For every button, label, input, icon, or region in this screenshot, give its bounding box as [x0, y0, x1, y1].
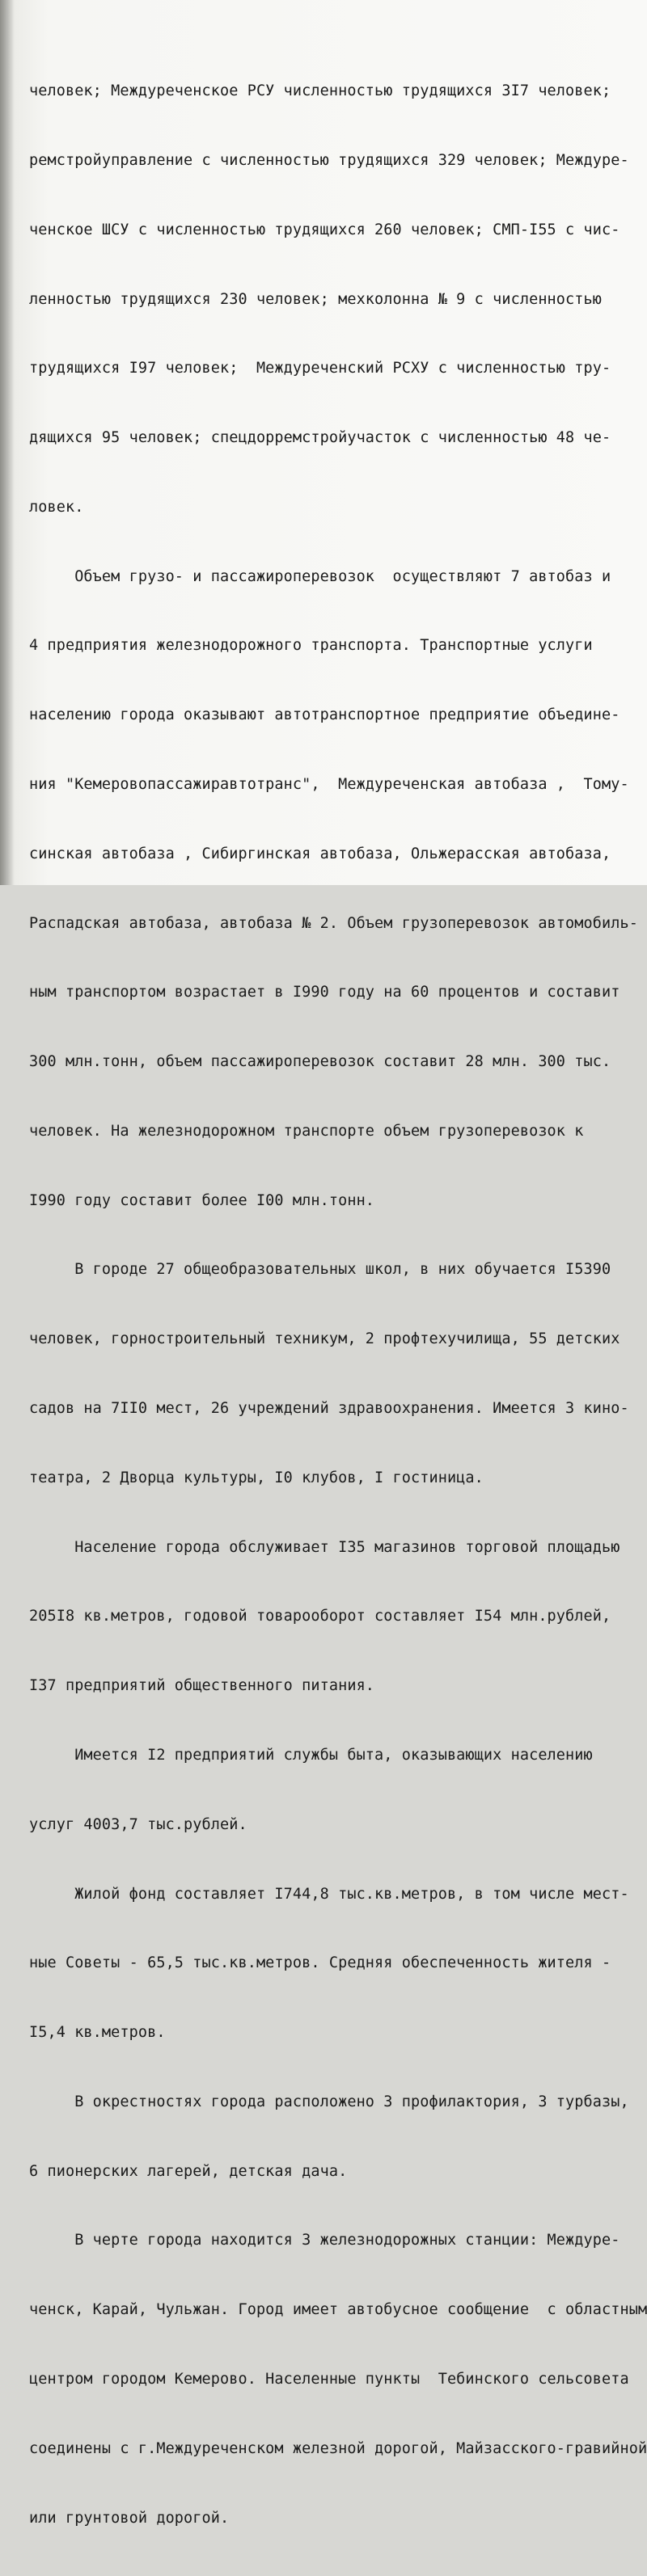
text-line-23: 205I8 кв.метров, годовой товарооборот составляет I54 млн.рублей,: [29, 1608, 611, 1625]
text-line-20: садов на 7II0 мест, 26 учреждений здравоохранения. Имеется 3 кино-: [29, 1400, 629, 1418]
text-line-5: трудящихся I97 человек; Междуреченский РСХУ с численностью тру-: [29, 360, 611, 377]
text-line-18: В городе 27 общеобразовательных школ, в них обучается I5390: [29, 1261, 611, 1279]
text-line-22: Население города обслуживает I35 магазинов торговой площадью: [29, 1538, 620, 1556]
text-line-14: ным транспортом возрастает в I990 году на 60 процентов и составит: [29, 984, 620, 1001]
text-line-11: ния "Кемеровопассажиравтотранс", Междуреченская автобаза , Тому-: [29, 776, 629, 793]
text-line-16: человек. На железнодорожном транспорте объем грузоперевозок к: [29, 1122, 584, 1140]
text-line-6: дящихся 95 человек; спецдорремстройучасток с численностью 48 че-: [29, 429, 611, 447]
text-line-32: В черте города находится 3 железнодорожных станции: Междуре-: [29, 2232, 620, 2249]
text-line-3: ченское ШСУ с численностью трудящихся 260 человек; СМП-I55 с чис-: [29, 221, 620, 238]
text-line-2: ремстройуправление с численностью трудящихся 329 человек; Междуре-: [29, 151, 629, 169]
text-line-9: 4 предприятия железнодорожного транспорта. Транспортные услуги: [29, 637, 593, 655]
text-line-31: 6 пионерских лагерей, детская дача.: [29, 2162, 348, 2180]
text-line-34: центром городом Кемерово. Населенные пункты Тебинского сельсовета: [29, 2370, 629, 2388]
text-line-19: человек, горностроительный техникум, 2 профтехучилища, 55 детских: [29, 1330, 620, 1348]
text-line-30: В окрестностях города расположено 3 профилактория, 3 турбазы,: [29, 2093, 629, 2110]
text-line-1: человек; Междуреченское РСУ численностью трудящихся 3I7 человек;: [29, 82, 611, 100]
text-line-7: ловек.: [29, 498, 84, 516]
text-line-10: населению города оказывают автотранспортное предприятие объедине-: [29, 706, 620, 724]
text-line-26: услуг 4003,7 тыс.рублей.: [29, 1815, 247, 1833]
document-body: [29, 34, 647, 2576]
text-line-25: Имеется I2 предприятий службы быта, оказывающих населению: [29, 1746, 593, 1764]
text-line-13: Распадская автобаза, автобаза № 2. Объем грузоперевозок автомобиль-: [29, 914, 638, 932]
text-line-33: ченск, Карай, Чульжан. Город имеет автобусное сообщение с областным: [29, 2301, 647, 2319]
text-line-8: Объем грузо- и пассажироперевозок осуществляют 7 автобаз и: [29, 567, 611, 585]
text-line-4: ленностью трудящихся 230 человек; мехколонна № 9 с численностью: [29, 290, 602, 308]
text-line-15: 300 млн.тонн, объем пассажироперевозок составит 28 млн. 300 тыс.: [29, 1053, 611, 1071]
text-line-21: театра, 2 Дворца культуры, I0 клубов, I гостиница.: [29, 1469, 484, 1486]
text-line-35: соединены с г.Междуреченском железной дорогой, Майзасского-гравийной: [29, 2439, 647, 2457]
text-line-12: синская автобаза , Сибиргинская автобаза, Ольжерасская автобаза,: [29, 845, 611, 862]
text-line-17: I990 году составит более I00 млн.тонн.: [29, 1191, 375, 1209]
text-line-27: Жилой фонд составляет I744,8 тыс.кв.метров, в том числе мест-: [29, 1885, 629, 1903]
scan-edge-shadow: [0, 0, 15, 885]
text-line-29: I5,4 кв.метров.: [29, 2024, 166, 2042]
text-line-24: I37 предприятий общественного питания.: [29, 1677, 375, 1695]
text-line-28: ные Советы - 65,5 тыс.кв.метров. Средняя обеспеченность жителя -: [29, 1954, 611, 1972]
text-line-36: или грунтовой дорогой.: [29, 2509, 230, 2527]
